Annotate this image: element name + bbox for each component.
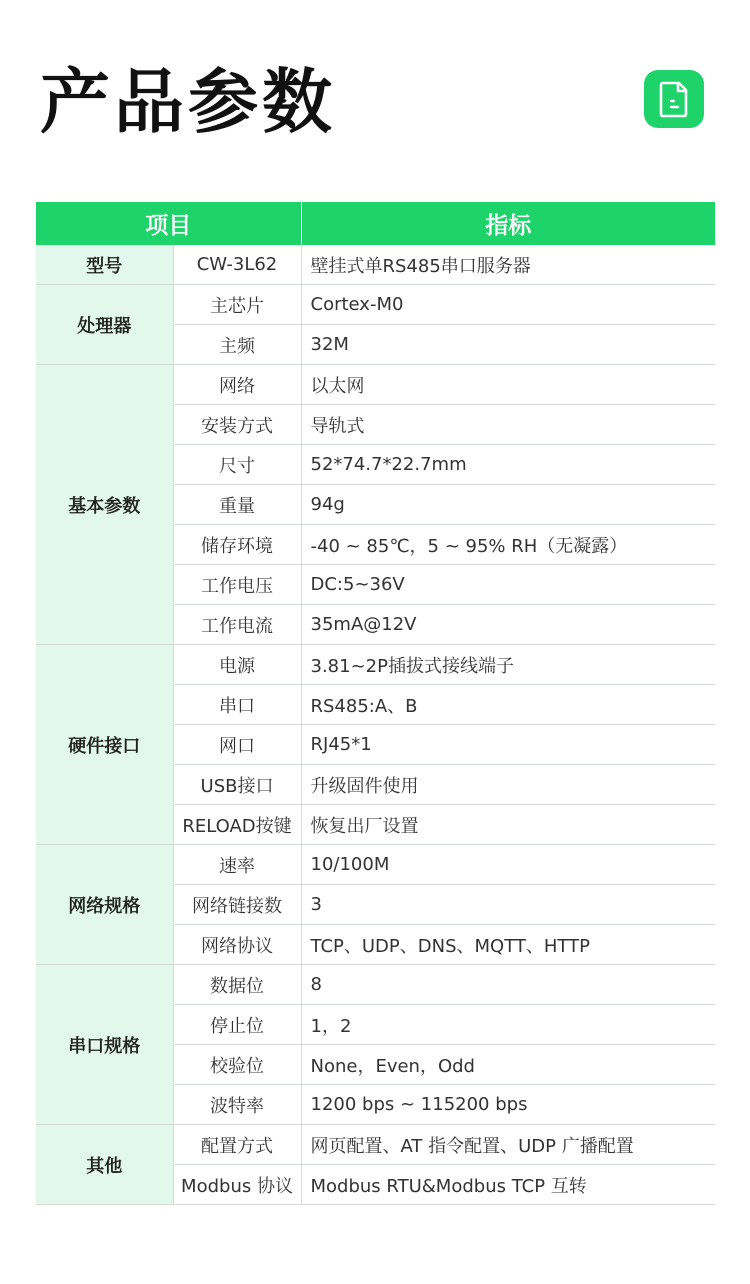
param-value-cell: 导轨式 (301, 405, 715, 445)
param-value-cell: 3 (301, 885, 715, 925)
param-name-cell: 重量 (173, 485, 301, 525)
param-name-cell: 数据位 (173, 965, 301, 1005)
param-name-cell: 速率 (173, 845, 301, 885)
param-value-cell: 35mA@12V (301, 605, 715, 645)
param-value-cell: 以太网 (301, 365, 715, 405)
category-cell: 处理器 (36, 285, 173, 365)
param-name-cell: 储存环境 (173, 525, 301, 565)
param-value-cell: RJ45*1 (301, 725, 715, 765)
param-value-cell: 1，2 (301, 1005, 715, 1045)
header-spec: 指标 (301, 202, 715, 245)
table-row (36, 245, 715, 285)
param-value-cell: -40 ~ 85℃，5 ~ 95% RH（无凝露） (301, 525, 715, 565)
param-value-cell: 32M (301, 325, 715, 365)
param-value-cell: Modbus RTU&Modbus TCP 互转 (301, 1165, 715, 1205)
table-row (36, 845, 715, 885)
param-name-cell: 主频 (173, 325, 301, 365)
param-value-cell: None，Even，Odd (301, 1045, 715, 1085)
category-cell: 其他 (36, 1125, 173, 1205)
param-name-cell: 网络协议 (173, 925, 301, 965)
table-header-row (36, 202, 715, 245)
param-name-cell: 波特率 (173, 1085, 301, 1125)
param-name-cell: 尺寸 (173, 445, 301, 485)
spec-table (36, 202, 715, 1205)
table-row (36, 1125, 715, 1165)
param-name-cell: 串口 (173, 685, 301, 725)
document-icon (644, 70, 704, 128)
param-value-cell: 1200 bps ~ 115200 bps (301, 1085, 715, 1125)
param-value-cell: DC:5~36V (301, 565, 715, 605)
param-value-cell: 恢复出厂设置 (301, 805, 715, 845)
param-value-cell: TCP、UDP、DNS、MQTT、HTTP (301, 925, 715, 965)
spec-table-body (36, 245, 715, 1205)
param-value-cell: 10/100M (301, 845, 715, 885)
category-cell: 硬件接口 (36, 645, 173, 845)
header-item: 项目 (36, 202, 301, 245)
param-name-cell: RELOAD按键 (173, 805, 301, 845)
param-value-cell: 壁挂式单RS485串口服务器 (301, 245, 715, 285)
category-cell: 型号 (36, 245, 173, 285)
param-value-cell: 3.81~2P插拔式接线端子 (301, 645, 715, 685)
page-title: 产品参数 (40, 61, 336, 143)
param-value-cell: RS485:A、B (301, 685, 715, 725)
param-name-cell: 停止位 (173, 1005, 301, 1045)
param-name-cell: Modbus 协议 (173, 1165, 301, 1205)
param-name-cell: 校验位 (173, 1045, 301, 1085)
param-value-cell: Cortex-M0 (301, 285, 715, 325)
param-name-cell: 网口 (173, 725, 301, 765)
param-name-cell: 网络 (173, 365, 301, 405)
table-row (36, 365, 715, 405)
param-value-cell: 94g (301, 485, 715, 525)
param-name-cell: 配置方式 (173, 1125, 301, 1165)
param-value-cell: 升级固件使用 (301, 765, 715, 805)
param-name-cell: 安装方式 (173, 405, 301, 445)
table-row (36, 285, 715, 325)
category-cell: 网络规格 (36, 845, 173, 965)
table-row (36, 645, 715, 685)
param-value-cell: 网页配置、AT 指令配置、UDP 广播配置 (301, 1125, 715, 1165)
param-name-cell: USB接口 (173, 765, 301, 805)
table-row (36, 965, 715, 1005)
param-name-cell: 工作电流 (173, 605, 301, 645)
category-cell: 基本参数 (36, 365, 173, 645)
param-name-cell: 主芯片 (173, 285, 301, 325)
param-value-cell: 52*74.7*22.7mm (301, 445, 715, 485)
param-name-cell: CW-3L62 (173, 245, 301, 285)
param-value-cell: 8 (301, 965, 715, 1005)
param-name-cell: 电源 (173, 645, 301, 685)
param-name-cell: 工作电压 (173, 565, 301, 605)
category-cell: 串口规格 (36, 965, 173, 1125)
param-name-cell: 网络链接数 (173, 885, 301, 925)
